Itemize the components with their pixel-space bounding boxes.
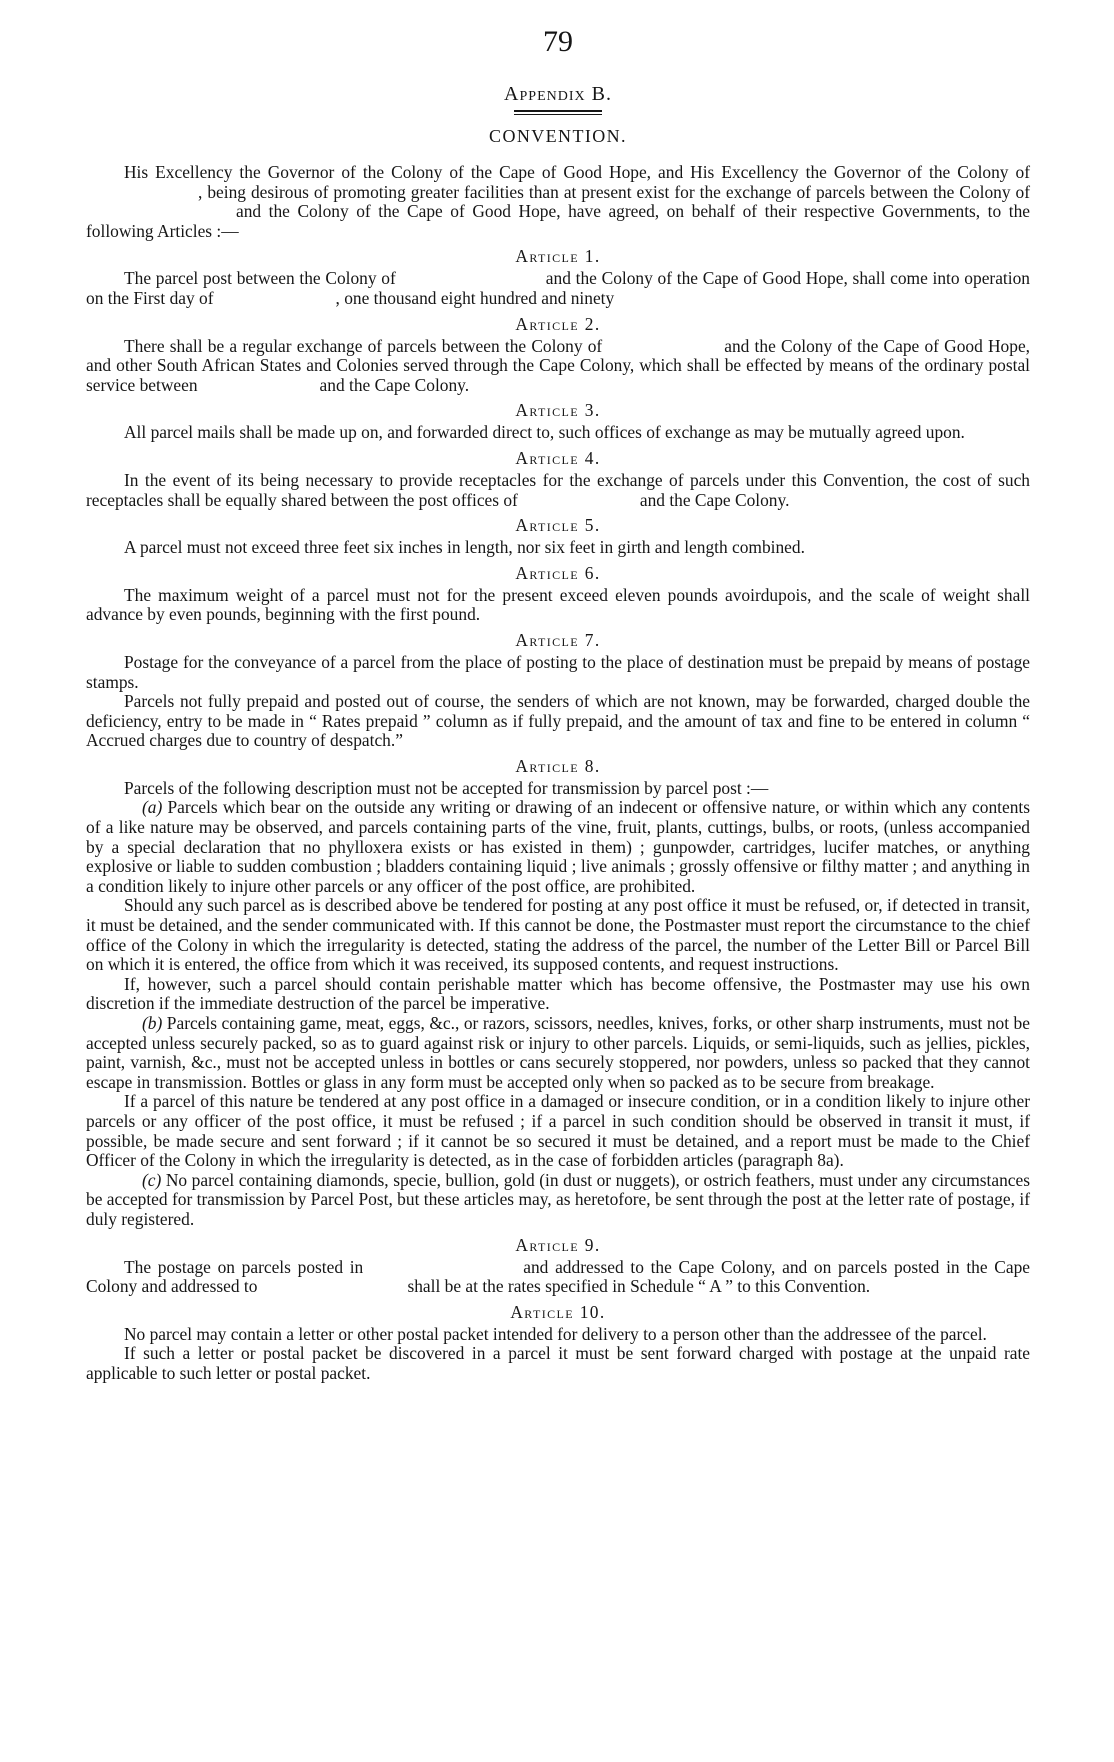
article-5-heading: Article 5. (515, 515, 601, 536)
document-page (86, 24, 1030, 1384)
article-8-clause-a-p2: Should any such parcel as is described above be tendered for posting at any post office it must be refused, or, if detected in transit, it must be detained, and the sender communicated with. If this cannot be done, the Postmaster must report the circumstance to the chief office of the Colony in which the irregularity is detected, stating the address of the parcel, the number of the Letter Bill or Parcel Bill on which it is entered, the office from which it was received, its supposed contents, and request instructions. (86, 895, 1030, 975)
article-6-heading: Article 6. (515, 562, 601, 583)
article-8-clause-a: (a) Parcels which bear on the outside any writing or drawing of an indecent or offensive nature, or within which any contents of a like nature may be observed, and parcels containing parts of the vine, fruit, plants, cuttings, bulbs, or roots, (unless accompanied by a special declaration that no phylloxera exists or has existed in them) ; gunpowder, cartridges, lucifer matches, or anything explosive or liable to sudden combustion ; bladders containing liquid ; live animals ; grossly offensive or filthy matter ; and anything in a condition likely to injure other parcels or any officer of the post office, are prohibited. (86, 797, 1030, 896)
appendix-title: Appendix B. (504, 83, 612, 105)
article-3-text: All parcel mails shall be made up on, and forwarded direct to, such offices of exchange as may be mutually agreed upon. (124, 422, 965, 443)
article-8-clause-b: (b) Parcels containing game, meat, eggs, &c., or razors, scissors, needles, knives, forks, or other sharp instruments, must not be accepted unless securely packed, so as to guard against risk or injury to other parcels. Liquids, or semi-liquids, such as jellies, pickles, paint, varnish, &c., must not be accepted unless in bottles or cans securely stoppered, nor powders, unless so packed that they cannot escape in transmission. Bottles or glass in any form must be accepted only when so packed as to be secure from breakage. (86, 1013, 1030, 1092)
article-7-text-2: Parcels not fully prepaid and posted out of course, the senders of which are not known, may be forwarded, charged double the deficiency, entry to be made in “ Rates prepaid ” column as if fully prepaid, and the amount of tax and fine to be entered in column “ Accrued charges due to country of despatch.” (86, 691, 1030, 751)
article-10-text-1: No parcel may contain a letter or other postal packet intended for delivery to a person other than the addressee of the parcel. (124, 1323, 987, 1344)
section-title: CONVENTION. (489, 126, 627, 146)
clause-a-label: (a) (142, 797, 163, 818)
article-5-text: A parcel must not exceed three feet six inches in length, nor six feet in girth and length combined. (124, 537, 805, 558)
article-1-text: The parcel post between the Colony of and the Colony of the Cape of Good Hope, shall come into operation on the First day of , one thousand eight hundred and ninety (86, 268, 1030, 308)
article-7-heading: Article 7. (515, 629, 601, 650)
article-10-text-2: If such a letter or postal packet be discovered in a parcel it must be sent forward charged with postage at the unpaid rate applicable to such letter or postal packet. (86, 1343, 1030, 1383)
article-9-heading: Article 9. (515, 1234, 601, 1255)
article-4-heading: Article 4. (515, 447, 601, 468)
article-6-text: The maximum weight of a parcel must not for the present exceed eleven pounds avoirdupois, and the scale of weight shall advance by even pounds, beginning with the first pound. (86, 584, 1030, 625)
article-8-heading: Article 8. (515, 755, 601, 776)
article-8-clause-a-p3: If, however, such a parcel should contain perishable matter which has become offensive, the Postmaster may use his own discretion if the immediate destruction of the parcel be imperative. (86, 973, 1030, 1014)
article-9-text: The postage on parcels posted in and addressed to the Cape Colony, and on parcels posted in the Cape Colony and addressed to shall be at the rates specified in Schedule “ A ” to this Convention. (86, 1256, 1031, 1297)
article-1-heading: Article 1. (515, 246, 601, 267)
preamble: His Excellency the Governor of the Colony of the Cape of Good Hope, and His Excellency the Governor of the Colony of, being desirous of promoting greater facilities than at present exist for the exchange of parcels between the Colony ofand the Colony of the Cape of Good Hope, have agreed, on behalf of their respective Governments, to the following Articles :— (86, 162, 1030, 241)
article-4-text: In the event of its being necessary to provide receptacles for the exchange of parcels under this Convention, the cost of such receptacles shall be equally shared between the post offices of and the Cape Colony. (86, 469, 1030, 510)
article-8-intro: Parcels of the following description must not be accepted for transmission by parcel post :— (124, 777, 769, 798)
clause-c-label: (c) (142, 1169, 162, 1190)
article-8-clause-b-p2: If a parcel of this nature be tendered at any post office in a damaged or insecure condition, or in a condition likely to injure other parcels or any officer of the post office, it must be refused ; if a parcel in such condition should be observed in transit it must, if possible, be made secure and sent forward ; if it cannot be so secured it must be detained, and a report must be made to the Chief Officer of the Colony in which the irregularity is detected, as in the case of forbidden articles (paragraph 8a). (86, 1091, 1030, 1171)
article-2-heading: Article 2. (515, 313, 601, 334)
clause-b-label: (b) (142, 1013, 163, 1033)
article-2-text: There shall be a regular exchange of parcels between the Colony of and the Colony of the Cape of Good Hope, and other South African States and Colonies served through the Cape Colony, which shall be effected by means of the ordinary postal service between and the Cape Colony. (86, 335, 1031, 395)
title-rule (514, 110, 602, 115)
page-number: 79 (543, 25, 573, 58)
article-7-text-1: Postage for the conveyance of a parcel from the place of posting to the place of destination must be prepaid by means of postage stamps. (86, 651, 1030, 692)
article-8-clause-c: (c) No parcel containing diamonds, specie, bullion, gold (in dust or nuggets), or ostrich feathers, must under any circumstances be accepted for transmission by Parcel Post, but these articles may, as heretofore, be sent through the post at the letter rate of postage, if duly registered. (86, 1169, 1030, 1229)
article-3-heading: Article 3. (515, 400, 601, 421)
article-10-heading: Article 10. (510, 1301, 606, 1322)
